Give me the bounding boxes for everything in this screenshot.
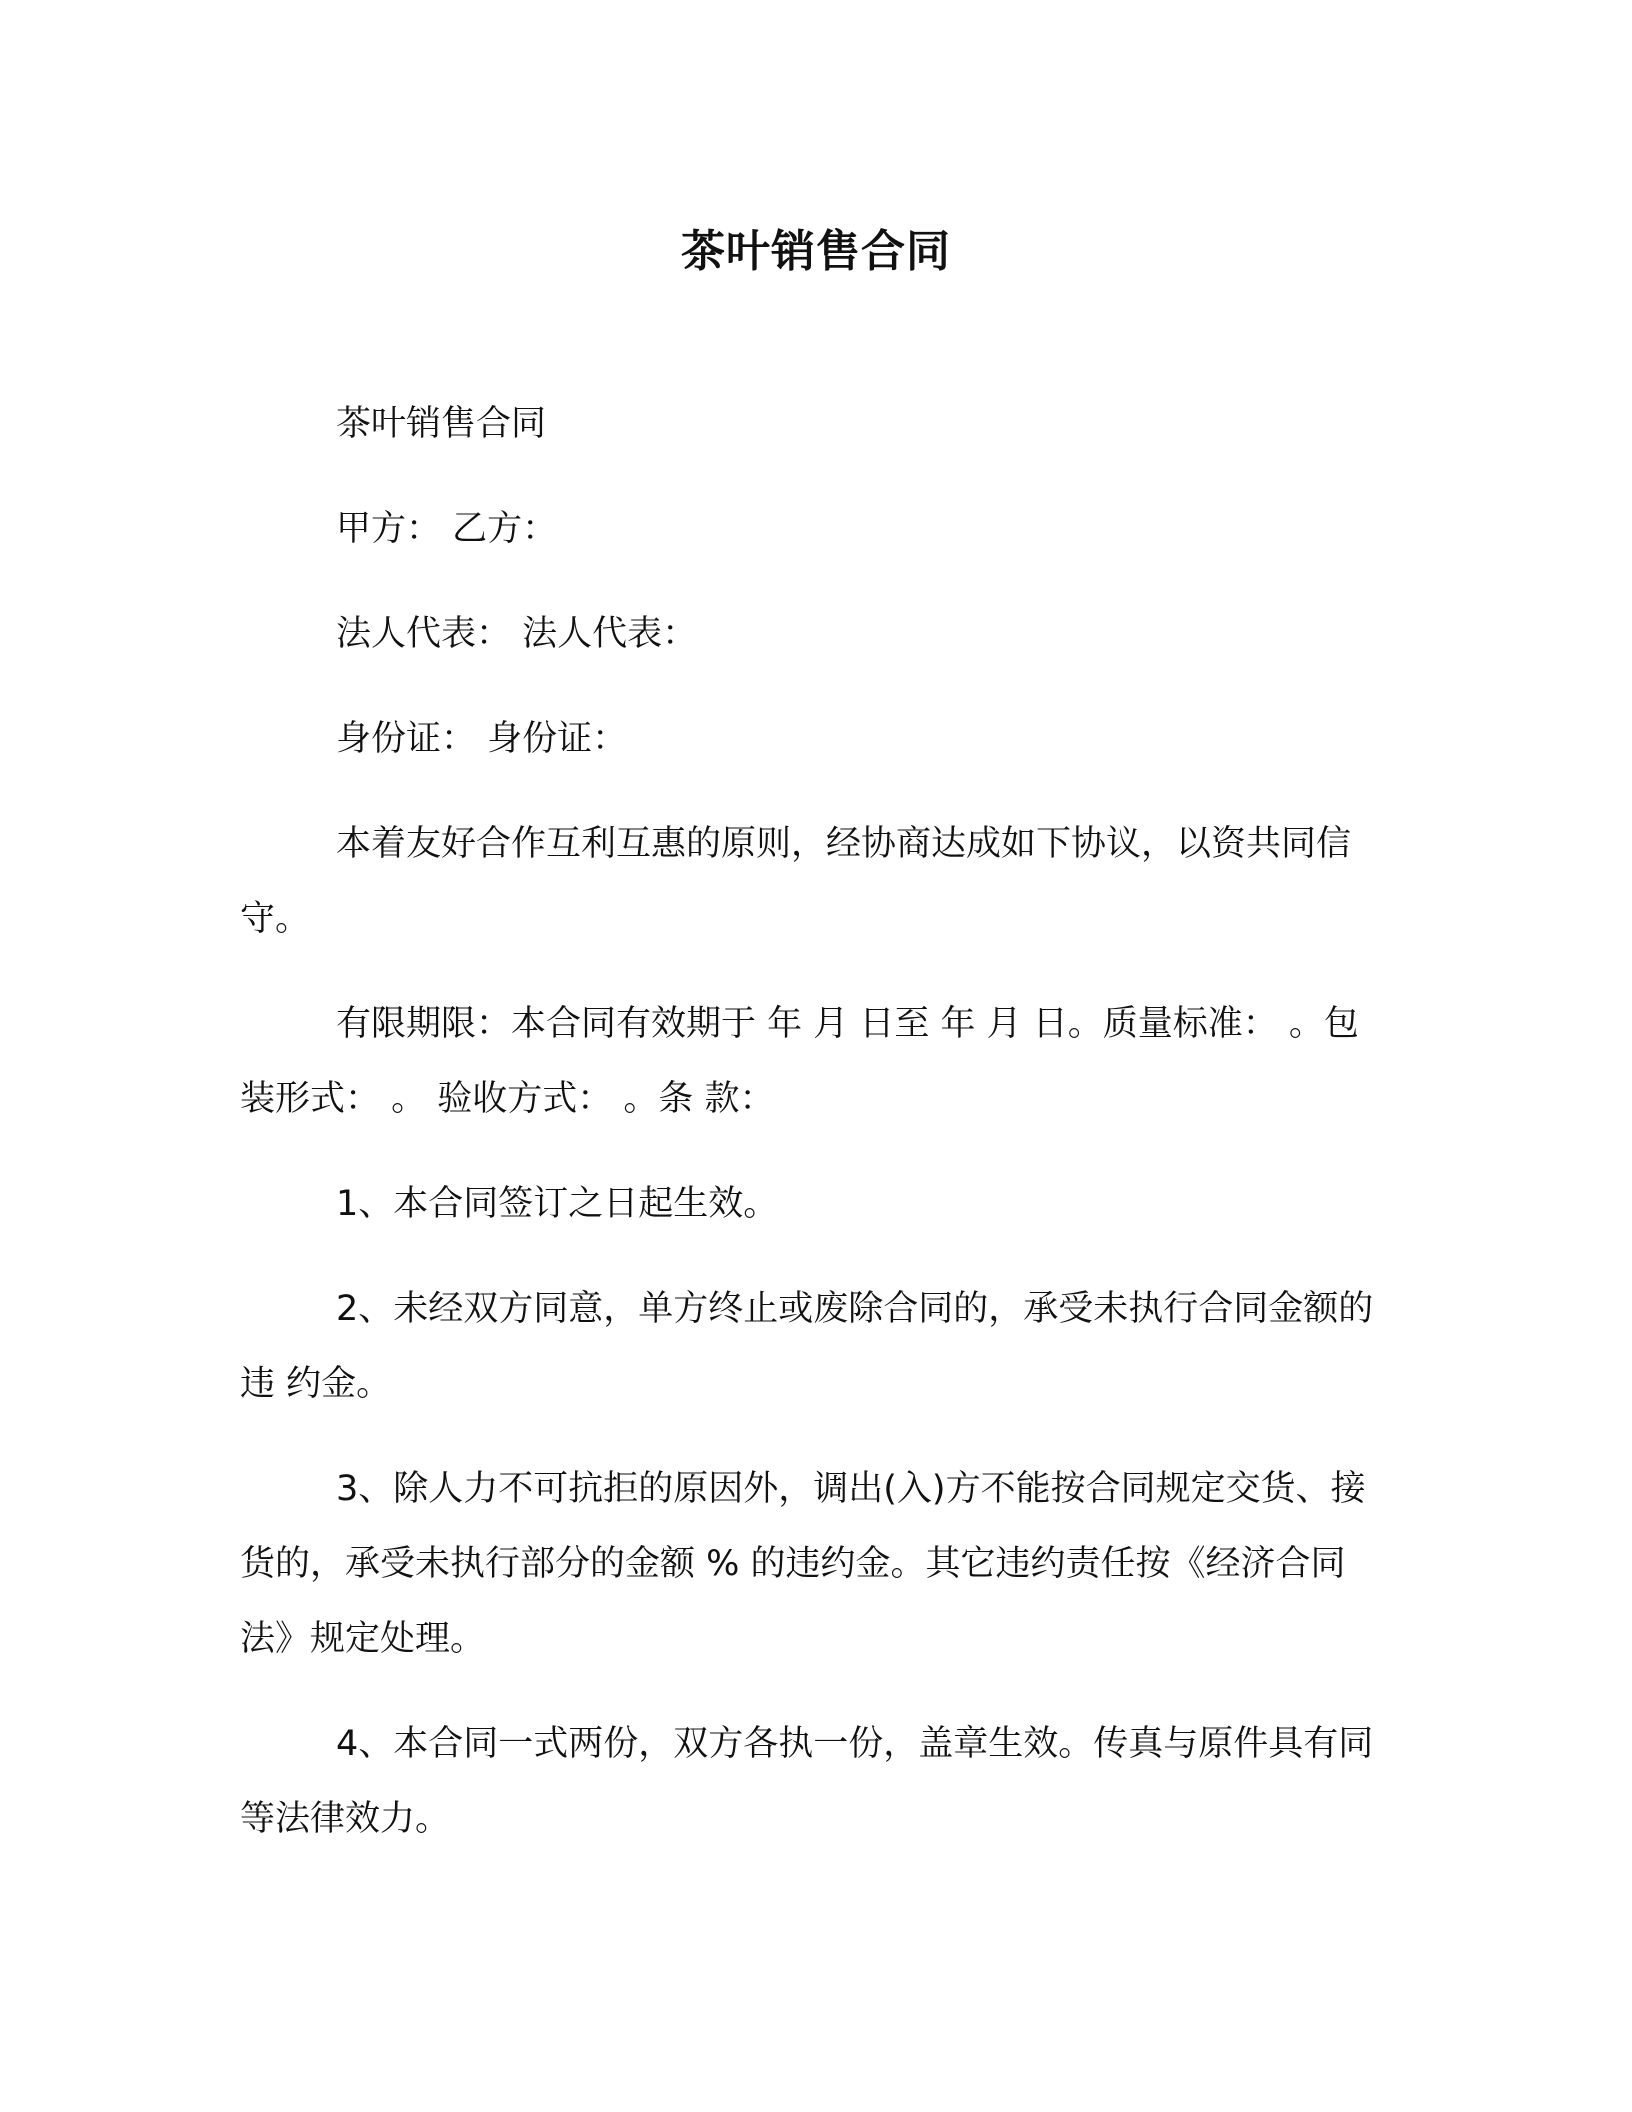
parties-paragraph: 甲方： 乙方： [336, 509, 558, 549]
document-title: 茶叶销售合同 [681, 226, 951, 277]
legal-representative-paragraph: 法人代表： 法人代表： [336, 614, 698, 654]
subtitle-paragraph: 茶叶销售合同 [336, 404, 547, 444]
preamble-paragraph: 本着友好合作互利互惠的原则，经协商达成如下协议，以资共同信守。 [240, 824, 1352, 939]
id-card-paragraph: 身份证： 身份证： [336, 719, 628, 759]
document-body [240, 387, 1390, 1887]
terms-paragraph: 有限期限：本合同有效期于 年 月 日至 年 月 日。质量标准： 。包装形式： 。 验收方式： 。条 款： [240, 1004, 1359, 1119]
clause-1-paragraph: 1、本合同签订之日起生效。 [336, 1184, 779, 1224]
clause-2-paragraph: 2、未经双方同意，单方终止或废除合同的，承受未执行合同金额的违 约金。 [240, 1289, 1374, 1404]
clause-4-paragraph: 4、本合同一式两份，双方各执一份，盖章生效。传真与原件具有同等法律效力。 [240, 1724, 1374, 1839]
clause-3-paragraph: 3、除人力不可抗拒的原因外，调出(入)方不能按合同规定交货、接货的，承受未执行部分的金额 % 的违约金。其它违约责任按《经济合同法》规定处理。 [240, 1469, 1366, 1659]
